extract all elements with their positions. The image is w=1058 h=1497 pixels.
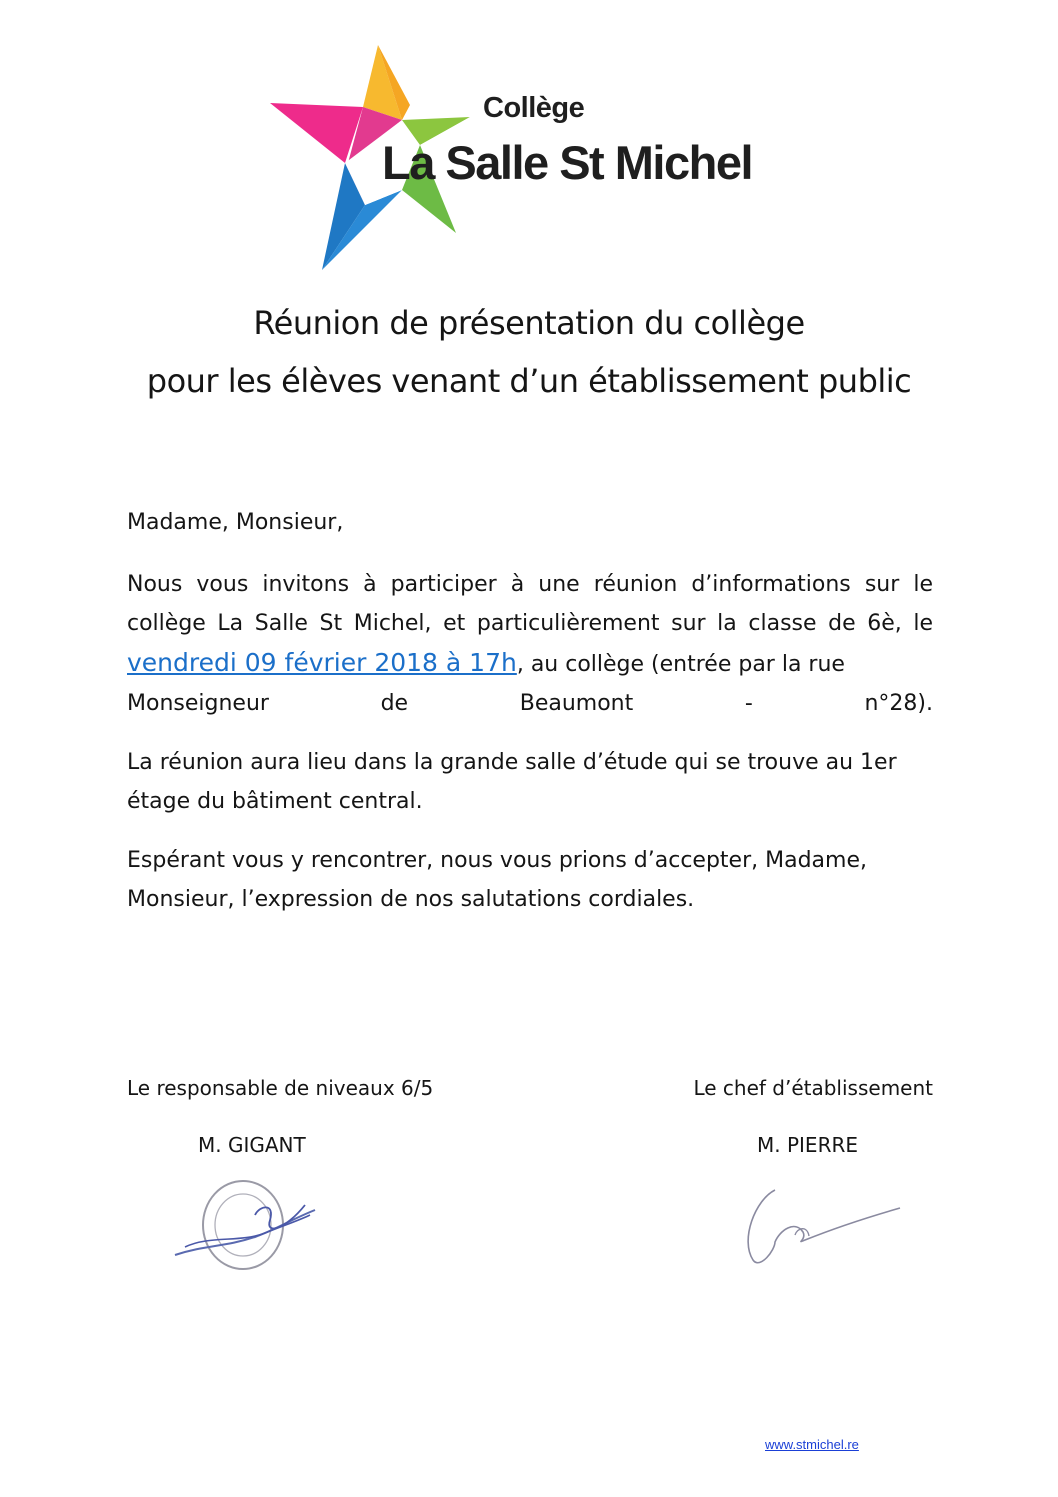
- right-signatory-name: M. PIERRE: [757, 1133, 858, 1157]
- logo-text-large: La Salle St Michel: [382, 136, 753, 189]
- p1-line-3-rest: , au collège (entrée par la rue: [516, 652, 845, 677]
- document-title-line1: Réunion de présentation du collège: [253, 304, 805, 342]
- p1-line-3: [127, 643, 933, 684]
- letter-paragraph-1: [127, 565, 933, 723]
- director-signature: [735, 1180, 905, 1274]
- school-stamp: [165, 1175, 325, 1279]
- p1-line-4: Monseigneur de Beaumont - n°28).: [127, 691, 933, 716]
- document-title-line2: pour les élèves venant d’un établissement public: [146, 362, 912, 400]
- left-signatory-role: Le responsable de niveaux 6/5: [127, 1076, 434, 1100]
- p3-line-2: Monsieur, l’expression de nos salutations cordiales.: [127, 887, 695, 912]
- right-signatory-role: Le chef d’établissement: [693, 1076, 933, 1100]
- left-signatory-name: M. GIGANT: [198, 1133, 306, 1157]
- p1-line-1: Nous vous invitons à participer à une réunion d’informations sur le: [127, 572, 933, 597]
- school-logo: [270, 45, 790, 270]
- website-link[interactable]: www.stmichel.re: [765, 1437, 859, 1452]
- letter-greeting: Madame, Monsieur,: [127, 510, 344, 535]
- p1-line-2: collège La Salle St Michel, et particulièrement sur la classe de 6è, le: [127, 611, 933, 636]
- logo-text-small: Collège: [483, 92, 585, 124]
- p2-line-2: étage du bâtiment central.: [127, 789, 423, 814]
- meeting-date-link[interactable]: vendredi 09 février 2018 à 17h: [127, 648, 517, 677]
- letter-paragraph-3: [127, 841, 933, 919]
- stamp-signature-icon: [165, 1175, 325, 1275]
- letter-paragraph-2: [127, 743, 933, 821]
- handwritten-signature-icon: [735, 1180, 905, 1270]
- p3-line-1: Espérant vous y rencontrer, nous vous prions d’accepter, Madame,: [127, 848, 867, 873]
- p2-line-1: La réunion aura lieu dans la grande salle d’étude qui se trouve au 1er: [127, 750, 897, 775]
